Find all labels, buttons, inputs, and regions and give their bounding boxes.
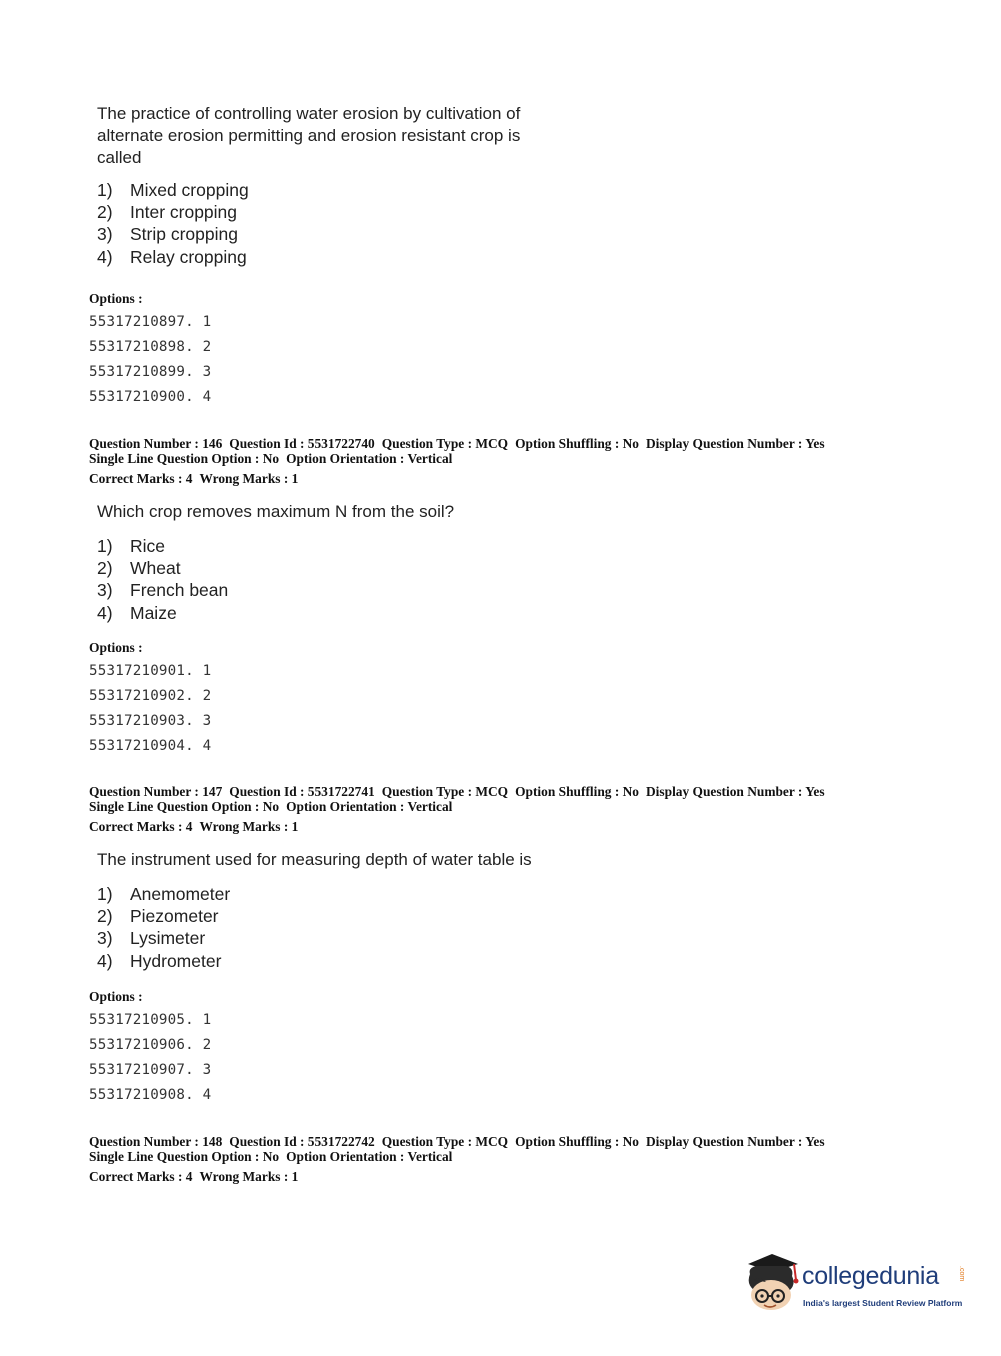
option-id: 55317210905. 1 bbox=[89, 1012, 212, 1028]
choice: 2) Piezometer bbox=[97, 906, 219, 927]
collegedunia-logo[interactable] bbox=[742, 1250, 972, 1320]
option-id: 55317210900. 4 bbox=[89, 389, 212, 405]
question-text: The instrument used for measuring depth of water table is bbox=[97, 850, 532, 869]
meta-line: Single Line Question Option : No Option Orientation : Vertical bbox=[89, 1149, 453, 1164]
meta-line: Single Line Question Option : No Option Orientation : Vertical bbox=[89, 799, 453, 814]
choice: 4) Maize bbox=[97, 602, 177, 623]
options-list bbox=[89, 291, 211, 410]
choice: 1) Mixed cropping bbox=[97, 180, 249, 200]
option-id: 55317210907. 3 bbox=[89, 1062, 212, 1078]
option-id: 55317210898. 2 bbox=[89, 339, 212, 355]
answer-choices bbox=[97, 535, 228, 624]
option-id: 55317210906. 2 bbox=[89, 1037, 212, 1053]
option-id: 55317210902. 2 bbox=[89, 688, 212, 704]
option-id: 55317210897. 1 bbox=[89, 314, 212, 330]
options-label: Options : bbox=[89, 291, 143, 306]
answer-choices bbox=[97, 883, 230, 972]
question-text: Which crop removes maximum N from the soil? bbox=[97, 502, 455, 521]
question-meta bbox=[89, 436, 949, 486]
choice: 2) Inter cropping bbox=[97, 202, 238, 223]
question-text: The practice of controlling water erosion by cultivation of alternate erosion permitting and erosion resistant crop is called bbox=[97, 104, 521, 168]
choice: 3) Strip cropping bbox=[97, 224, 238, 245]
option-id: 55317210899. 3 bbox=[89, 364, 212, 380]
question-meta bbox=[89, 1134, 949, 1184]
options-label: Options : bbox=[89, 989, 143, 1004]
choice: 3) French bean bbox=[97, 580, 229, 601]
question-meta bbox=[89, 784, 949, 834]
meta-line: Question Number : 147 Question Id : 5531722741 Question Type : MCQ Option Shuffling : No Display Question Number : Yes bbox=[89, 784, 825, 799]
marks-line: Correct Marks : 4 Wrong Marks : 1 bbox=[89, 471, 299, 486]
meta-line: Question Number : 146 Question Id : 5531722740 Question Type : MCQ Option Shuffling : No Display Question Number : Yes bbox=[89, 436, 825, 451]
option-id: 55317210908. 4 bbox=[89, 1087, 212, 1103]
choice: 3) Lysimeter bbox=[97, 928, 206, 949]
options-list bbox=[89, 989, 211, 1108]
mascot-icon bbox=[742, 1250, 802, 1320]
choice: 1) Anemometer bbox=[97, 884, 231, 904]
option-id: 55317210904. 4 bbox=[89, 738, 212, 754]
choice: 4) Relay cropping bbox=[97, 246, 247, 267]
choice: 4) Hydrometer bbox=[97, 950, 222, 971]
answer-choices bbox=[97, 179, 249, 268]
choice: 1) Rice bbox=[97, 536, 166, 556]
brand-suffix: .com bbox=[958, 1266, 965, 1282]
marks-line: Correct Marks : 4 Wrong Marks : 1 bbox=[89, 1169, 299, 1184]
option-id: 55317210903. 3 bbox=[89, 713, 212, 729]
brand-name: collegedunia bbox=[802, 1262, 939, 1290]
options-list bbox=[89, 640, 211, 759]
choice: 2) Wheat bbox=[97, 558, 181, 579]
brand-tagline: India's largest Student Review Platform bbox=[803, 1298, 963, 1308]
marks-line: Correct Marks : 4 Wrong Marks : 1 bbox=[89, 819, 299, 834]
meta-line: Single Line Question Option : No Option Orientation : Vertical bbox=[89, 451, 453, 466]
options-label: Options : bbox=[89, 640, 143, 655]
meta-line: Question Number : 148 Question Id : 5531722742 Question Type : MCQ Option Shuffling : No Display Question Number : Yes bbox=[89, 1134, 825, 1149]
option-id: 55317210901. 1 bbox=[89, 663, 212, 679]
